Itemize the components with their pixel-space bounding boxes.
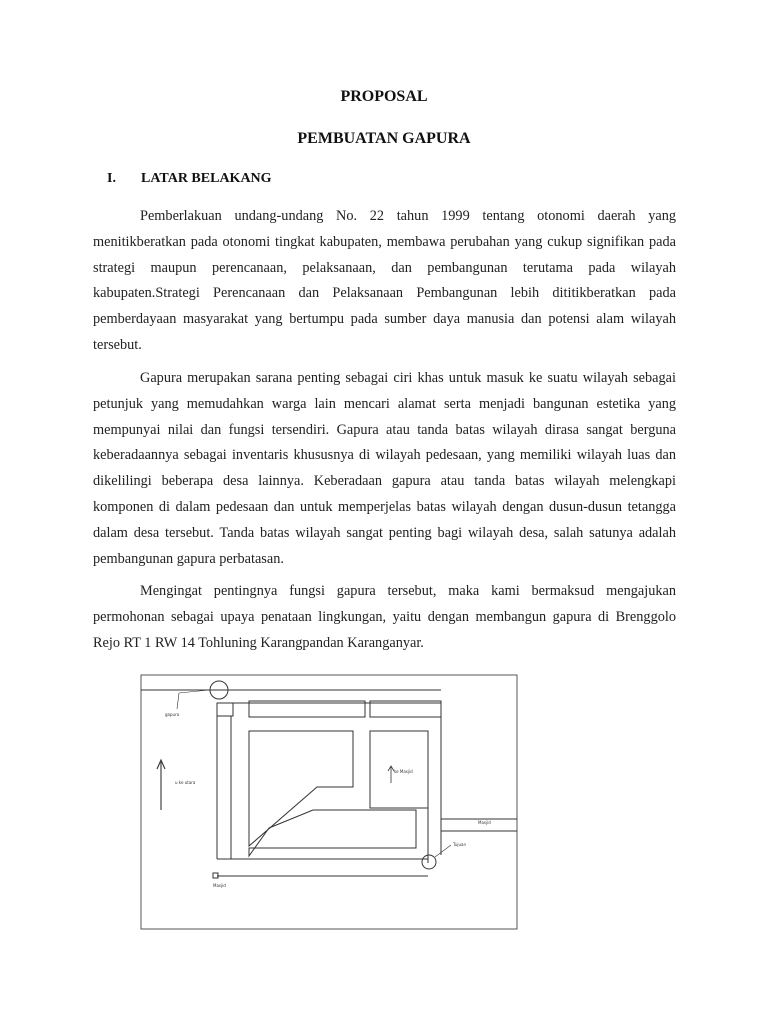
paragraph-3: Mengingat pentingnya fungsi gapura tersebut, maka kami bermaksud mengajukan permohonan sebagai upaya penataan lingkungan, yaitu dengan membangun gapura di Brenggolo Rejo RT 1 RW 14 Tohluning Karangpandan Karanganyar. <box>93 583 676 651</box>
map-block <box>217 703 233 716</box>
map-label: Tujuan <box>453 842 467 847</box>
map-label: ke Masjid <box>394 769 413 774</box>
document-subtitle: PEMBUATAN GAPURA <box>297 130 471 147</box>
map-label: u ke utara <box>175 780 196 785</box>
section-heading <box>107 171 272 187</box>
section-number: I. <box>107 171 116 186</box>
map-block <box>249 810 416 856</box>
map-label: gapura <box>165 712 180 717</box>
map-frame <box>141 675 517 929</box>
document-title: PROPOSAL <box>340 88 428 105</box>
gapura-circle <box>422 855 436 869</box>
section-title: LATAR BELAKANG <box>141 171 272 186</box>
map-block <box>249 731 353 846</box>
paragraph-2: Gapura merupakan sarana penting sebagai ciri khas untuk masuk ke suatu wilayah sebagai petunjuk yang memudahkan warga lain mencari alamat serta menjadi bangunan estetika yang mempunyai nilai dan fungsi tersendiri. Gapura atau tanda batas wilayah dirasa sangat berguna keberadaannya sebagai inventaris khususnya di wilayah pedesaan, yang memiliki wilayah luas dan dikelilingi beberapa desa lainnya. Keberadaan gapura atau tanda batas wilayah melengkapi komponen di dalam pedesaan dan untuk memperjelas batas wilayah dengan dusun-dusun tetangga dalam desa tersebut. Tanda batas wilayah sangat penting bagi wilayah desa, salah satunya adalah pembangunan gapura perbatasan. <box>93 370 676 567</box>
map-label: Masjid <box>213 883 226 888</box>
location-map <box>133 665 533 935</box>
map-label: Masjid <box>478 820 491 825</box>
paragraph-1: Pemberlakuan undang-undang No. 22 tahun 1999 tentang otonomi daerah yang menitikberatkan pada otonomi tingkat kabupaten, membawa perubahan yang cukup signifikan pada strategi maupun perencanaan, pelaksanaan, dan pembangunan terutama pada wilayah kabupaten.Strategi Perencanaan dan Pelaksanaan Pembangunan lebih dititikberatkan pada pemberdayaan masyarakat yang bertumpu pada sumber daya manusia dan potensi alam wilayah tersebut. <box>93 208 676 353</box>
